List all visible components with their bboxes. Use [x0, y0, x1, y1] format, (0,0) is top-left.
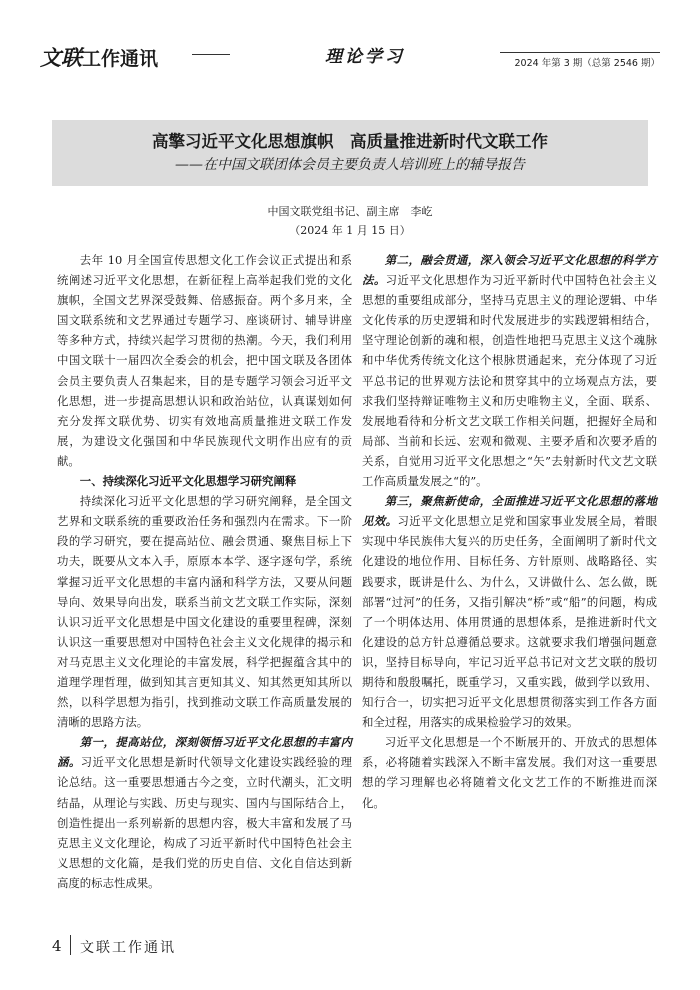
paragraph-5-lead: 第三，聚焦新使命，全面推进习近平文化思想的落地见效。 — [362, 494, 657, 529]
header-rule-right — [500, 52, 660, 53]
column-left — [57, 250, 352, 893]
brand-logo: 文联 — [40, 45, 82, 70]
paragraph-2: 持续深化习近平文化思想的学习研究阐释，是全国文艺界和文联系统的重要政治任务和强烈内在需求。下一阶段的学习研究，要在提高站位、融会贯通、聚焦目标上下功夫，既要从文本入手，原原本本学、逐字逐句学，系统掌握习近平文化思想的丰富内涵和科学方法，又要从问题导向、效果导向出发，联系当前文艺文联工作实际，深刻认识习近平文化思想是中国文化建设的重要里程碑，深刻认识这一重要思想对中国特色社会主义文化规律的揭示和对马克思主义文化理论的丰富发展，科学把握蕴含其中的道理学理哲理，做到知其言更知其义、知其然更知其所以然，以科学思想为指引，找到推动文联工作高质量发展的清晰的思路方法。 — [57, 494, 352, 730]
paragraph-intro: 去年 10 月全国宣传思想文化工作会议正式提出和系统阐述习近平文化思想，在新征程上高举起我们党的文化旗帜，全国文艺界深受鼓舞、倍感振奋。两个多月来，全国文联系统和文艺界通过专题学习、座谈研讨、辅导讲座等多种方式，持续兴起学习贯彻的热潮。今天，我们利用中国文联十一届四次全委会的机会，把中国文联及各团体会员主要负责人召集起来，目的是专题学习领会习近平文化思想，进一步提高思想认识和政治站位，认真谋划如何充分发挥文联优势、切实有效地高质量推进文联工作发展，为建设文化强国和中华民族现代文明作出应有的贡献。 — [57, 253, 352, 468]
article-title: 高擎习近平文化思想旗帜 高质量推进新时代文联工作 — [152, 132, 548, 151]
paragraph-4 — [362, 250, 657, 491]
paragraph-5-text: 习近平文化思想立足党和国家事业发展全局，着眼实现中华民族伟大复兴的历史任务，全面阐明了新时代文化建设的地位作用、目标任务、方针原则、战略路径、实践要求，既讲是什么、为什么，又讲做什么、怎么做，既部署“过河”的任务，又指引解决“桥”或“船”的问题，构成了一个明体达用、体用贯通的思想体系，是推进新时代文化建设的总方针总遵循总要求。这就要求我们增强问题意识，坚持目标导向，牢记习近平总书记对文艺文联的殷切期待和殷殷嘱托，既重学习，又重实践，做到学以致用、知行合一，切实把习近平文化思想贯彻落实到工作各方面和全过程，用落实的成果检验学习的效果。 — [362, 514, 657, 730]
article-author: 中国文联党组书记、副主席 李屹 — [267, 205, 433, 218]
footer-divider — [70, 935, 71, 955]
column-right — [362, 250, 657, 813]
page-header — [40, 40, 660, 70]
section-tag: 理论学习 — [325, 47, 405, 67]
header-rule-left — [192, 54, 230, 55]
page-number: 4 — [52, 937, 62, 955]
paragraph-3-text: 习近平文化思想是新时代领导文化建设实践经验的理论总结。这一重要思想通古今之变，立时代潮头，汇文明结晶，从理论与实践、历史与现实、国内与国际结合上，创造性提出一系列崭新的思想内容，极大丰富和发展了马克思主义文化理论，构成了习近平新时代中国特色社会主义思想的文化篇，是我们党的历史自信、文化自信达到新高度的标志性成果。 — [57, 755, 352, 890]
brand-name: 工作通讯 — [82, 48, 159, 70]
paragraph-5 — [362, 491, 657, 732]
issue-label: 2024 年第 3 期（总第 2546 期） — [514, 58, 660, 69]
footer-publication: 文联工作通讯 — [80, 940, 176, 956]
article-subtitle: ——在中国文联团体会员主要负责人培训班上的辅导报告 — [175, 157, 525, 173]
brand — [40, 42, 158, 72]
article-date: （2024 年 1 月 15 日） — [289, 224, 411, 237]
paragraph-4-text: 习近平文化思想作为习近平新时代中国特色社会主义思想的重要组成部分，坚持马克思主义的理论逻辑、中华文化传承的历史逻辑和时代发展进步的实践逻辑相结合，坚守理论创新的魂和根，创造性地把马克思主义这个魂脉和中华优秀传统文化这个根脉贯通起来，充分体现了习近平总书记的世界观方法论和贯穿其中的立场观点方法，要求我们坚持辩证唯物主义和历史唯物主义，全面、联系、发展地看待和分析文艺文联工作相关问题，把握好全局和局部、当前和长远、宏观和微观、主要矛盾和次要矛盾的关系，自觉用习近平文化思想之“矢”去射新时代文艺文联工作高质量发展之“的”。 — [362, 273, 657, 489]
section-heading-1: 一、持续深化习近平文化思想学习研究阐释 — [79, 474, 297, 489]
paragraph-4-lead: 第二，融会贯通，深入领会习近平文化思想的科学方法。 — [362, 253, 657, 288]
paragraph-3 — [57, 732, 352, 893]
paragraph-3-lead: 第一，提高站位，深刻领悟习近平文化思想的丰富内涵。 — [57, 735, 352, 770]
paragraph-6: 习近平文化思想是一个不断展开的、开放式的思想体系，必将随着实践深入不断丰富发展。我们对这一重要思想的学习理解也必将随着文化文艺工作的不断推进而深化。 — [362, 735, 657, 810]
